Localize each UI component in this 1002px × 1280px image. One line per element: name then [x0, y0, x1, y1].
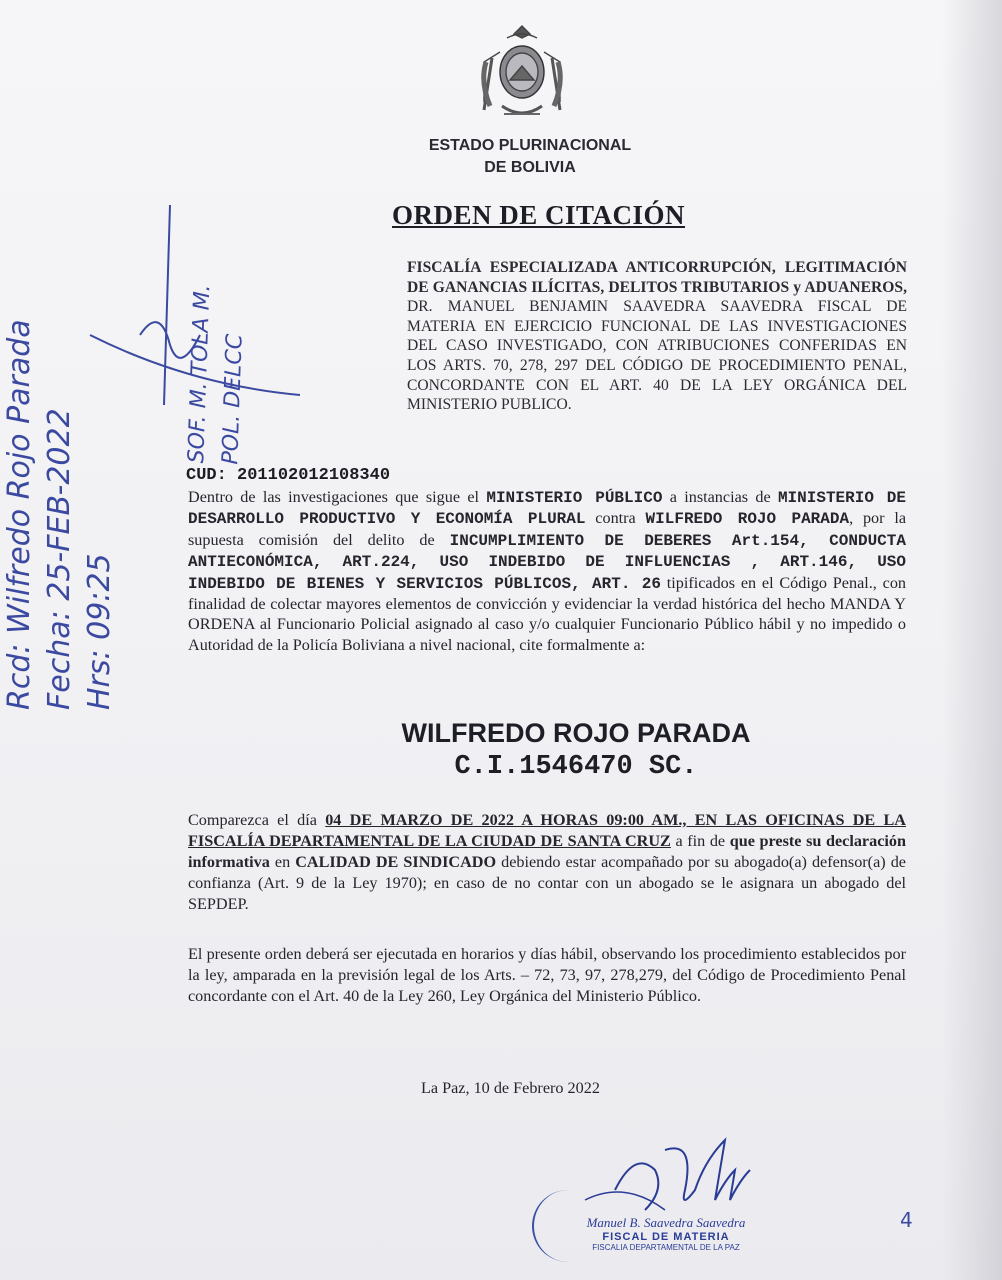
- cited-id: C.I.1546470 SC.: [454, 752, 698, 782]
- prosecutor-office: FISCALÍA ESPECIALIZADA ANTICORRUPCIÓN, LEGITIMACIÓN DE GANANCIAS ILÍCITAS, DELITOS TRIBUTARIOS y ADUANEROS,: [407, 259, 907, 296]
- body-text: debiendo estar acompañado por su abogado(a) defensor(a) de confianza (Art. 9 de la Ley 1970); en caso de no contar con un abogado se le asignara un abogado del SEPDEP.: [188, 853, 906, 913]
- stamp-role: FISCAL DE MATERIA: [602, 1231, 730, 1243]
- body-text: contra: [585, 509, 646, 528]
- appearance-capacity: CALIDAD DE SINDICADO: [295, 853, 497, 871]
- body-text: , por la supuesta comisión del delito de: [188, 509, 907, 549]
- ministry-name: MINISTERIO PÚBLICO: [486, 489, 663, 507]
- body-text: a instancias de: [662, 488, 778, 506]
- prosecutor-authority: DR. MANUEL BENJAMIN SAAVEDRA SAAVEDRA FISCAL DE MATERIA EN EJERCICIO FUNCIONAL DE LAS INVESTIGACIONES DEL CASO INVESTIGADO, CON ATRIBUCIONES CONFERIDAS EN LOS ARTS. 70, 278, 297 DEL CÓDIGO DE PROCEDIMIENTO PENAL, CONCORDANTE CON EL ART. 40 DE LA LEY ORGÁNICA DEL MINISTERIO PUBLICO.: [407, 298, 907, 414]
- appearance-purpose: que preste su declaración informativa: [188, 832, 906, 871]
- complainant-name: MINISTERIO DE DESARROLLO PRODUCTIVO Y ECONOMÍA PLURAL: [188, 489, 907, 529]
- prosecutor-block: [407, 258, 907, 415]
- cited-name: WILFREDO ROJO PARADA: [401, 718, 751, 748]
- body-text: en: [269, 853, 296, 871]
- place-and-date: La Paz, 10 de Febrero 2022: [421, 1079, 600, 1097]
- receipt-name: Rcd: Wilfredo Rojo Parada: [2, 319, 37, 710]
- coat-of-arms-icon: [462, 22, 582, 132]
- receipt-time: Hrs: 09:25: [82, 553, 117, 710]
- appearance-paragraph: [188, 810, 906, 915]
- body-text: Dentro de las investigaciones que sigue el: [188, 488, 487, 506]
- accused-name: WILFREDO ROJO PARADA: [645, 510, 850, 529]
- body-text: tipificados en el Código Penal., con finalidad de colectar mayores elementos de convicción y evidenciar la verdad histórica del hecho MANDA Y ORDENA al Funcionario Policial asignado al caso y/o cualquier Funcionario Público hábil y no impedido o Autoridad de la Policía Boliviana a nivel nacional, cite formalmente a:: [188, 573, 907, 654]
- page-shadow: [942, 0, 1002, 1280]
- cited-person: [300, 716, 852, 784]
- case-code: CUD: 201102012108340: [186, 466, 391, 485]
- state-line-1: ESTADO PLURINACIONAL: [428, 137, 632, 154]
- officer-unit: POL. DELCC: [218, 333, 248, 465]
- stamp-text: [566, 1215, 766, 1252]
- document-title: ORDEN DE CITACIÓN: [392, 200, 686, 230]
- execution-paragraph: El presente orden deberá ser ejecutada en horarios y días hábil, observando los procedimiento establecidos por la ley, amparada en la previsión legal de los Arts. – 72, 73, 97, 278,279, del Código de Procedimiento Penal concordante con el Art. 40 de la Ley 260, Ley Orgánica del Ministerio Público.: [188, 945, 906, 1005]
- body-text: a fin de: [670, 832, 730, 850]
- appearance-date-place: 04 DE MARZO DE 2022 A HORAS 09:00 AM., EN LAS OFICINAS DE LA FISCALÍA DEPARTAMENTAL DE LA CIUDAD DE SANTA CRUZ: [188, 811, 906, 850]
- officer-name: SOF. M. TOLA M.: [184, 283, 216, 464]
- stamp-name: Manuel B. Saavedra Saavedra: [586, 1215, 746, 1230]
- stamp-office: FISCALIA DEPARTAMENTAL DE LA PAZ: [592, 1243, 740, 1252]
- receipt-date: Fecha: 25-FEB-2022: [42, 408, 77, 710]
- issuing-state: [380, 135, 680, 179]
- body-text: Comparezca el día: [188, 811, 326, 829]
- crimes-list: INCUMPLIMIENTO DE DEBERES Art.154, CONDUCTA ANTIECONÓMICA, ART.224, USO INDEBIDO DE INFLUENCIAS , ART.146, USO INDEBIDO DE BIENES Y SERVICIOS PÚBLICOS, ART. 26: [188, 531, 906, 593]
- state-line-2: DE BOLIVIA: [484, 159, 576, 176]
- officer-scribble: [80, 195, 300, 435]
- handwritten-annotations: [0, 0, 300, 760]
- page-mark: 4: [900, 1208, 913, 1232]
